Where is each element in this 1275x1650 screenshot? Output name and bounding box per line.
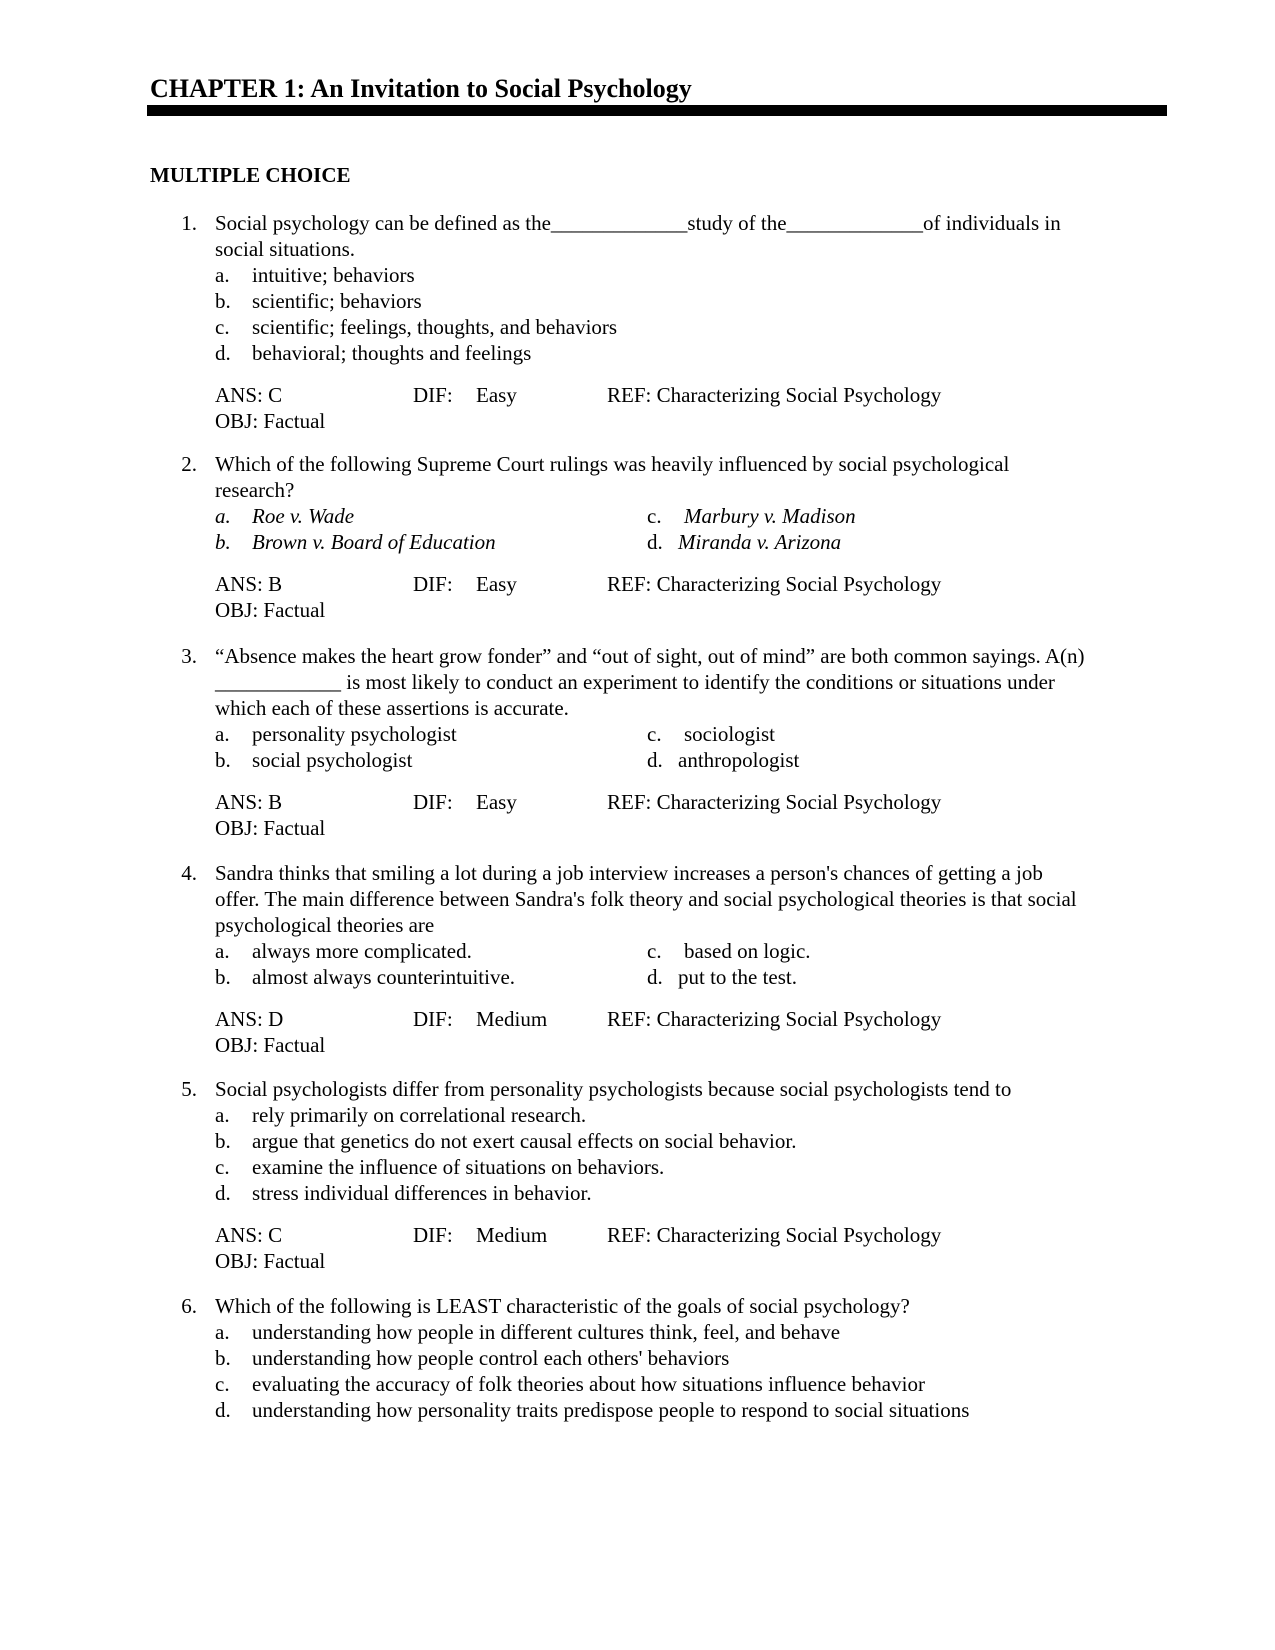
option-text: put to the test. bbox=[678, 965, 797, 989]
difficulty-label: DIF: bbox=[413, 572, 453, 596]
option-letter: c. bbox=[215, 1372, 230, 1396]
answer-metadata bbox=[215, 1222, 1170, 1274]
answer-key: ANS: B bbox=[215, 790, 283, 814]
stem-line: ____________ is most likely to conduct an experiment to identify the conditions or situations under bbox=[215, 670, 1055, 694]
question-4 bbox=[175, 860, 1170, 1058]
option-a bbox=[215, 262, 1170, 288]
option-text: social psychologist bbox=[252, 748, 413, 772]
option-letter: c. bbox=[647, 722, 662, 746]
option-letter: a. bbox=[215, 1320, 230, 1344]
option-text: Brown v. Board of Education bbox=[252, 530, 496, 554]
reference: REF: Characterizing Social Psychology bbox=[607, 572, 942, 596]
option-text: Miranda v. Arizona bbox=[678, 530, 842, 554]
options-list bbox=[215, 1102, 1170, 1206]
objective: OBJ: Factual bbox=[215, 1249, 326, 1273]
option-text: stress individual differences in behavior. bbox=[252, 1181, 592, 1205]
option-letter: d. bbox=[215, 1398, 231, 1422]
question-number: 5. bbox=[181, 1077, 197, 1101]
question-3 bbox=[175, 643, 1170, 841]
option-a bbox=[215, 1319, 1170, 1345]
answer-metadata bbox=[215, 382, 1170, 434]
question-stem bbox=[215, 643, 1170, 721]
option-b bbox=[215, 288, 1170, 314]
difficulty-label: DIF: bbox=[413, 1007, 453, 1031]
difficulty-value: Easy bbox=[476, 790, 517, 814]
option-text: Marbury v. Madison bbox=[684, 504, 856, 528]
option-text: behavioral; thoughts and feelings bbox=[252, 341, 532, 365]
question-number: 3. bbox=[181, 644, 197, 668]
option-letter: a. bbox=[215, 722, 230, 746]
answer-key: ANS: C bbox=[215, 383, 283, 407]
question-stem bbox=[215, 451, 1170, 503]
question-stem bbox=[215, 1293, 1170, 1319]
option-text: rely primarily on correlational research. bbox=[252, 1103, 587, 1127]
stem-line: Social psychology can be defined as the_____________study of the_____________of individuals in bbox=[215, 211, 1061, 235]
difficulty-label: DIF: bbox=[413, 790, 453, 814]
option-c bbox=[215, 314, 1170, 340]
option-letter: c. bbox=[215, 1155, 230, 1179]
difficulty-label: DIF: bbox=[413, 383, 453, 407]
option-text: understanding how people in different cultures think, feel, and behave bbox=[252, 1320, 841, 1344]
reference: REF: Characterizing Social Psychology bbox=[607, 1007, 942, 1031]
option-letter: a. bbox=[215, 504, 231, 528]
option-letter: b. bbox=[215, 1129, 231, 1153]
question-1 bbox=[175, 210, 1170, 434]
difficulty-value: Easy bbox=[476, 572, 517, 596]
chapter-rule bbox=[147, 105, 1167, 116]
question-2 bbox=[175, 451, 1170, 623]
option-letter: d. bbox=[647, 530, 663, 554]
difficulty-label: DIF: bbox=[413, 1223, 453, 1247]
stem-line: Which of the following Supreme Court rulings was heavily influenced by social psychological bbox=[215, 452, 1010, 476]
question-stem bbox=[215, 860, 1170, 938]
reference: REF: Characterizing Social Psychology bbox=[607, 790, 942, 814]
option-letter: b. bbox=[215, 530, 231, 554]
option-letter: a. bbox=[215, 1103, 230, 1127]
question-6 bbox=[175, 1293, 1170, 1423]
question-number: 6. bbox=[181, 1294, 197, 1318]
option-text: Roe v. Wade bbox=[252, 504, 355, 528]
option-text: argue that genetics do not exert causal effects on social behavior. bbox=[252, 1129, 797, 1153]
answer-metadata bbox=[215, 1006, 1170, 1058]
question-number: 4. bbox=[181, 861, 197, 885]
difficulty-value: Medium bbox=[476, 1007, 548, 1031]
option-c bbox=[215, 1154, 1170, 1180]
objective: OBJ: Factual bbox=[215, 816, 326, 840]
options-grid bbox=[215, 721, 1170, 773]
question-stem bbox=[215, 210, 1170, 262]
option-text: anthropologist bbox=[678, 748, 800, 772]
option-letter: b. bbox=[215, 965, 231, 989]
stem-line: which each of these assertions is accurate. bbox=[215, 696, 569, 720]
option-b bbox=[215, 1345, 1170, 1371]
options-grid bbox=[215, 938, 1170, 990]
option-text: always more complicated. bbox=[252, 939, 472, 963]
stem-line: Social psychologists differ from personality psychologists because social psychologists tend to bbox=[215, 1077, 1012, 1101]
reference: REF: Characterizing Social Psychology bbox=[607, 1223, 942, 1247]
option-letter: d. bbox=[215, 341, 231, 365]
question-number: 1. bbox=[181, 211, 197, 235]
option-letter: a. bbox=[215, 263, 230, 287]
option-letter: d. bbox=[647, 748, 663, 772]
option-letter: c. bbox=[215, 315, 230, 339]
question-stem bbox=[215, 1076, 1170, 1102]
stem-line: psychological theories are bbox=[215, 913, 435, 937]
options-grid bbox=[215, 503, 1170, 555]
option-letter: b. bbox=[215, 748, 231, 772]
difficulty-value: Easy bbox=[476, 383, 517, 407]
question-5 bbox=[175, 1076, 1170, 1274]
difficulty-value: Medium bbox=[476, 1223, 548, 1247]
answer-metadata bbox=[215, 789, 1170, 841]
section-title: MULTIPLE CHOICE bbox=[150, 163, 351, 187]
option-b bbox=[215, 1128, 1170, 1154]
option-text: almost always counterintuitive. bbox=[252, 965, 516, 989]
option-text: intuitive; behaviors bbox=[252, 263, 415, 287]
stem-line: Sandra thinks that smiling a lot during a job interview increases a person's chances of getting a job bbox=[215, 861, 1043, 885]
stem-line: offer. The main difference between Sandra's folk theory and social psychological theories is that social bbox=[215, 887, 1077, 911]
option-letter: d. bbox=[647, 965, 663, 989]
question-number: 2. bbox=[181, 452, 197, 476]
option-letter: d. bbox=[215, 1181, 231, 1205]
option-text: sociologist bbox=[684, 722, 776, 746]
stem-line: “Absence makes the heart grow fonder” and “out of sight, out of mind” are both common sayings. A(n) bbox=[215, 644, 1085, 668]
option-a bbox=[215, 1102, 1170, 1128]
chapter-title: CHAPTER 1: An Invitation to Social Psychology bbox=[150, 74, 692, 103]
option-c bbox=[215, 1371, 1170, 1397]
option-letter: b. bbox=[215, 1346, 231, 1370]
option-letter: b. bbox=[215, 289, 231, 313]
stem-line: social situations. bbox=[215, 237, 355, 261]
option-letter: c. bbox=[647, 939, 662, 963]
objective: OBJ: Factual bbox=[215, 409, 326, 433]
option-letter: c. bbox=[647, 504, 662, 528]
option-text: scientific; feelings, thoughts, and behaviors bbox=[252, 315, 618, 339]
option-d bbox=[215, 1397, 1170, 1423]
answer-metadata bbox=[215, 571, 1170, 623]
option-text: understanding how personality traits predispose people to respond to social situations bbox=[252, 1398, 970, 1422]
option-d bbox=[215, 340, 1170, 366]
answer-key: ANS: B bbox=[215, 572, 283, 596]
option-text: scientific; behaviors bbox=[252, 289, 422, 313]
option-text: personality psychologist bbox=[252, 722, 457, 746]
option-letter: a. bbox=[215, 939, 230, 963]
option-text: understanding how people control each others' behaviors bbox=[252, 1346, 730, 1370]
objective: OBJ: Factual bbox=[215, 1033, 326, 1057]
option-text: based on logic. bbox=[684, 939, 811, 963]
reference: REF: Characterizing Social Psychology bbox=[607, 383, 942, 407]
options-list bbox=[215, 1319, 1170, 1423]
answer-key: ANS: D bbox=[215, 1007, 284, 1031]
stem-line: Which of the following is LEAST characteristic of the goals of social psychology? bbox=[215, 1294, 910, 1318]
option-d bbox=[215, 1180, 1170, 1206]
options-list bbox=[215, 262, 1170, 366]
objective: OBJ: Factual bbox=[215, 598, 326, 622]
option-text: examine the influence of situations on behaviors. bbox=[252, 1155, 665, 1179]
option-text: evaluating the accuracy of folk theories about how situations influence behavior bbox=[252, 1372, 925, 1396]
answer-key: ANS: C bbox=[215, 1223, 283, 1247]
stem-line: research? bbox=[215, 478, 295, 502]
